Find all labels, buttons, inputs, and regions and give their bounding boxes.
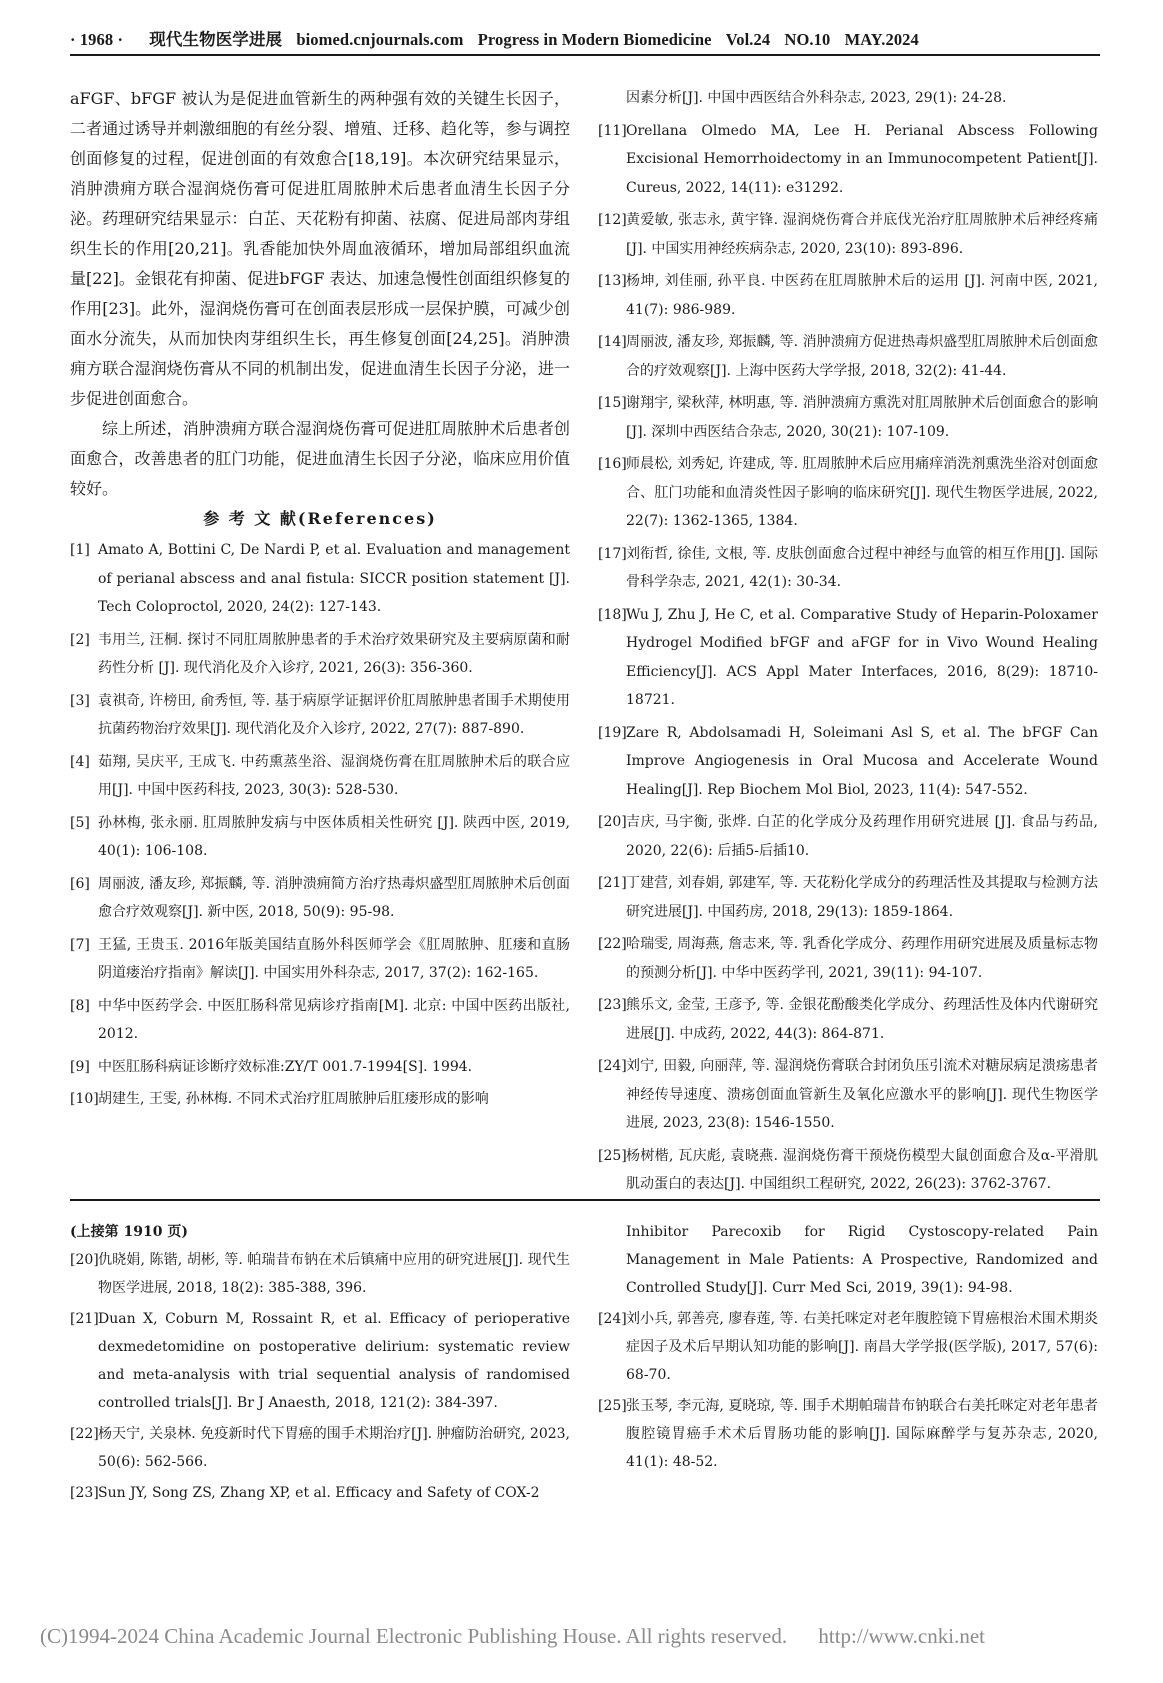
page-number: · 1968 ·: [70, 30, 124, 49]
reference-number: [25]: [598, 1147, 627, 1164]
reference-number: [4]: [70, 753, 90, 770]
reference-text: Wu J, Zhu J, He C, et al. Comparative Study of Heparin-Poloxamer Hydrogel Modified bFGF and aFGF for in Vivo Wound Healing Efficiency[J]. ACS Appl Mater Interfaces, 2016, 8(29): 18710-18721.: [626, 606, 1098, 708]
reference-text: 仇晓娟, 陈锴, 胡彬, 等. 帕瑞昔布钠在术后镇痛中应用的研究进展[J]. 现代生物医学进展, 2018, 18(2): 385-388, 396.: [98, 1252, 570, 1296]
reference-text: 中医肛肠科病证诊断疗效标准:ZY/T 001.7-1994[S]. 1994.: [98, 1058, 473, 1075]
copyright-footer: [40, 1624, 1140, 1649]
reference-text: 熊乐文, 金莹, 王彦予, 等. 金银花酚酸类化学成分、药理活性及体内代谢研究进展[J]. 中成药, 2022, 44(3): 864-871.: [626, 997, 1098, 1042]
reference-list-bottom-right: [598, 1305, 1098, 1476]
reference-text: 师晨松, 刘秀妃, 许建成, 等. 肛周脓肿术后应用痛痒消洗剂熏洗坐浴对创面愈合、肛门功能和血清炎性因子影响的临床研究[J]. 现代生物医学进展, 2022, 22(7): 1362-1365, 1384.: [626, 456, 1098, 529]
reference-item: [70, 1246, 570, 1302]
reference-text: 杨坤, 刘佳丽, 孙平良. 中医药在肛周脓肿术后的运用 [J]. 河南中医, 2021, 41(7): 986-989.: [626, 273, 1098, 318]
reference-number: [1]: [70, 542, 90, 558]
reference-text: 茹翔, 吴庆平, 王成飞. 中药熏蒸坐浴、湿润烧伤膏在肛周脓肿术后的联合应用[J]. 中国中医药科技, 2023, 30(3): 528-530.: [98, 753, 570, 798]
reference-item: [598, 117, 1098, 203]
reference-item: [598, 1392, 1098, 1476]
reference-item: [598, 1142, 1098, 1199]
reference-number: [3]: [70, 692, 90, 709]
reference-text: 孙林梅, 张永丽. 肛周脓肿发病与中医体质相关性研究 [J]. 陕西中医, 2019, 40(1): 106-108.: [98, 814, 570, 859]
reference-number: [17]: [598, 545, 627, 562]
reference-item: [70, 931, 570, 988]
cnki-link[interactable]: http://www.cnki.net: [818, 1624, 985, 1648]
reference-number: [14]: [598, 334, 627, 350]
reference-number: [21]: [598, 875, 627, 891]
reference-item: [598, 808, 1098, 865]
reference-item: [70, 536, 570, 622]
journal-date: MAY.2024: [844, 30, 919, 49]
reference-list-right: [598, 117, 1098, 1199]
journal-website: biomed.cnjournals.com: [296, 30, 464, 49]
reference-item: [598, 719, 1098, 805]
reference-number: [25]: [598, 1398, 627, 1414]
reference-item: [598, 1305, 1098, 1389]
reference-number: [19]: [598, 724, 627, 741]
reference-text: 杨天宁, 关泉林. 免疫新时代下胃癌的围手术期治疗[J]. 肿瘤防治研究, 2023, 50(6): 562-566.: [98, 1426, 570, 1470]
reference-number: [6]: [70, 875, 90, 892]
reference-item: [598, 601, 1098, 715]
reference-number: [13]: [598, 273, 627, 289]
reference-number: [23]: [598, 997, 627, 1013]
reference-text: 韦用兰, 汪桐. 探讨不同肛周脓肿患者的手术治疗效果研究及主要病原菌和耐药性分析 [J]. 现代消化及介入诊疗, 2021, 26(3): 356-360.: [98, 631, 570, 676]
reference-number: [22]: [598, 936, 627, 952]
reference-item: [70, 1305, 570, 1417]
reference-list-left: [70, 536, 570, 1114]
reference-item: [598, 1052, 1098, 1138]
conclusion-paragraph: 综上所述，消肿溃痈方联合湿润烧伤膏可促进肛周脓肿术后患者创面愈合，改善患者的肛门功能，促进血清生长因子分泌，临床应用价值较好。: [70, 419, 570, 498]
reference-number: [15]: [598, 395, 627, 411]
copyright-text: (C)1994-2024 China Academic Journal Electronic Publishing House. All rights reserved.: [40, 1624, 788, 1648]
reference-text: 黄爱敏, 张志永, 黄宇锋. 湿润烧伤膏合并底伐光治疗肛周脓肿术后神经疼痛[J]. 中国实用神经疾病杂志, 2020, 23(10): 893-896.: [626, 212, 1098, 257]
reference-item: [598, 540, 1098, 597]
reference-number: [23]: [70, 1485, 99, 1501]
reference-text: 周丽波, 潘友珍, 郑振麟, 等. 消肿溃痈方促进热毒炽盛型肛周脓肿术后创面愈合的疗效观察[J]. 上海中医药大学学报, 2018, 32(2): 41-44.: [626, 334, 1098, 379]
reference-item: [598, 389, 1098, 446]
header-rule: [70, 54, 1100, 56]
reference-item: [70, 1085, 570, 1114]
reference-text: 张玉琴, 李元海, 夏晓琼, 等. 围手术期帕瑞昔布钠联合右美托咪定对老年患者腹腔镜胃癌手术术后胃肠功能的影响[J]. 国际麻醉学与复苏杂志, 2020, 41(1): 48-52.: [626, 1398, 1098, 1470]
reference-number: [8]: [70, 997, 90, 1014]
reference-item: [70, 1053, 570, 1082]
reference-item: [70, 1420, 570, 1476]
reference-item: [598, 328, 1098, 385]
reference-text: 王猛, 王贵玉. 2016年版美国结直肠外科医师学会《肛周脓肿、肛瘘和直肠阴道瘘治疗指南》解读[J]. 中国实用外科杂志, 2017, 37(2): 162-165.: [98, 936, 570, 981]
reference-item: [70, 992, 570, 1049]
reference-item: [598, 930, 1098, 987]
reference-continuation: 因素分析[J]. 中国中西医结合外科杂志, 2023, 29(1): 24-28.: [626, 90, 1007, 106]
reference-text: Orellana Olmedo MA, Lee H. Perianal Abscess Following Excisional Hemorrhoidectomy in an Immunocompetent Patient[J]. Cureus, 2022, 14(11): e31292.: [626, 122, 1098, 196]
continued-from-label: (上接第 1910 页): [70, 1224, 188, 1240]
reference-text: 胡建生, 王雯, 孙林梅. 不同术式治疗肛周脓肿后肛瘘形成的影响: [98, 1091, 489, 1107]
journal-issue: NO.10: [784, 30, 831, 49]
reference-text: 丁建营, 刘春娟, 郭建军, 等. 天花粉化学成分的药理活性及其提取与检测方法研究进展[J]. 中国药房, 2018, 29(13): 1859-1864.: [626, 875, 1098, 920]
reference-number: [5]: [70, 814, 90, 831]
reference-item: [70, 626, 570, 683]
reference-number: [24]: [598, 1311, 627, 1327]
reference-text: 杨树楷, 瓦庆彪, 袁晓燕. 湿润烧伤膏干预烧伤模型大鼠创面愈合及α-平滑肌肌动蛋白的表达[J]. 中国组织工程研究, 2022, 26(23): 3762-3767.: [626, 1147, 1098, 1192]
reference-text: 哈瑞雯, 周海燕, 詹志来, 等. 乳香化学成分、药理作用研究进展及质量标志物的预测分析[J]. 中华中医药学刊, 2021, 39(11): 94-107.: [626, 936, 1098, 981]
references-heading: 参 考 文 献(References): [203, 509, 437, 528]
continued-references-right: [598, 1218, 1098, 1518]
reference-text: Duan X, Coburn M, Rossaint R, et al. Efficacy of perioperative dexmedetomidine on postoperative delirium: systematic review and meta-analysis with trial sequential analysis of randomised controlled trials[J]. Br J Anaesth, 2018, 121(2): 384-397.: [98, 1311, 570, 1411]
reference-number: [2]: [70, 631, 90, 648]
reference-item: [70, 1479, 570, 1507]
reference-text: Sun JY, Song ZS, Zhang XP, et al. Efficacy and Safety of COX-2: [98, 1485, 540, 1501]
reference-item: [598, 869, 1098, 926]
right-column: [598, 84, 1098, 1192]
section-divider-rule: [70, 1199, 1100, 1201]
reference-text: 中华中医药学会. 中医肛肠科常见病诊疗指南[M]. 北京: 中国中医药出版社, 2012.: [98, 997, 570, 1042]
reference-text: 刘宁, 田毅, 向丽萍, 等. 湿润烧伤膏联合封闭负压引流术对糖尿病足溃疡患者神经传导速度、溃疡创面血管新生及氧化应激水平的影响[J]. 现代生物医学进展, 2023, 23(8): 1546-1550.: [626, 1058, 1098, 1131]
journal-name-en: Progress in Modern Biomedicine: [477, 30, 712, 49]
reference-number: [20]: [598, 814, 627, 830]
reference-number: [7]: [70, 936, 90, 953]
reference-number: [21]: [70, 1311, 99, 1327]
reference-text: 刘小兵, 郭善亮, 廖春莲, 等. 右美托咪定对老年腹腔镜下胃癌根治术围术期炎症因子及术后早期认知功能的影响[J]. 南昌大学学报(医学版), 2017, 57(6): 68-70.: [626, 1311, 1098, 1383]
reference-text: 谢翔宇, 梁秋萍, 林明惠, 等. 消肿溃痈方熏洗对肛周脓肿术后创面愈合的影响[J]. 深圳中西医结合杂志, 2020, 30(21): 107-109.: [626, 395, 1098, 440]
reference-number: [10]: [70, 1091, 99, 1107]
journal-volume: Vol.24: [725, 30, 771, 49]
continued-references-left: [70, 1218, 570, 1518]
reference-text: 吉庆, 马宇衡, 张烨. 白芷的化学成分及药理作用研究进展 [J]. 食品与药品, 2020, 22(6): 后插5-后插10.: [626, 814, 1098, 859]
reference-item: [598, 206, 1098, 263]
reference-number: [16]: [598, 456, 627, 472]
running-header: [70, 26, 1100, 54]
reference-text: 刘衔哲, 徐佳, 文根, 等. 皮肤创面愈合过程中神经与血管的相互作用[J]. 国际骨科学杂志, 2021, 42(1): 30-34.: [626, 545, 1098, 590]
reference-number: [9]: [70, 1058, 90, 1075]
journal-name-cn: 现代生物医学进展: [149, 30, 283, 49]
reference-text: 周丽波, 潘友珍, 郑振麟, 等. 消肿溃痈简方治疗热毒炽盛型肛周脓肿术后创面愈合疗效观察[J]. 新中医, 2018, 50(9): 95-98.: [98, 875, 570, 920]
reference-continuation: Inhibitor Parecoxib for Rigid Cystoscopy-related Pain Management in Male Patients: A Prospective, Randomized and Controlled Study[J]. Curr Med Sci, 2019, 39(1): 94-98.: [626, 1224, 1098, 1296]
reference-text: Amato A, Bottini C, De Nardi P, et al. Evaluation and management of perianal abscess and anal fistula: SICCR position statement [J]. Tech Coloproctol, 2020, 24(2): 127-143.: [98, 542, 570, 615]
reference-item: [70, 809, 570, 866]
reference-list-bottom-left: [70, 1246, 570, 1507]
reference-number: [12]: [598, 212, 627, 228]
reference-text: Zare R, Abdolsamadi H, Soleimani Asl S, et al. The bFGF Can Improve Angiogenesis in Oral Mucosa and Accelerate Wound Healing[J]. Rep Biochem Mol Biol, 2023, 11(4): 547-552.: [626, 724, 1098, 798]
reference-number: [24]: [598, 1058, 627, 1074]
reference-item: [70, 870, 570, 927]
reference-number: [11]: [598, 122, 627, 139]
reference-item: [598, 267, 1098, 324]
discussion-paragraph: aFGF、bFGF 被认为是促进血管新生的两种强有效的关键生长因子，二者通过诱导并刺激细胞的有丝分裂、增殖、迁移、趋化等，参与调控创面修复的过程，促进创面的有效愈合[18,19]。本次研究结果显示，消肿溃痈方联合湿润烧伤膏可促进肛周脓肿术后患者血清生长因子分泌。药理研究结果显示：白芷、天花粉有抑菌、祛腐、促进局部肉芽组织生长的作用[20,21]。乳香能加快外周血液循环，增加局部组织血流量[22]。金银花有抑菌、促进bFGF 表达、加速急慢性创面组织修复的作用[23]。此外，湿润烧伤膏可在创面表层形成一层保护膜，可减少创面水分流失，从而加快肉芽组织生长，再生修复创面[24,25]。消肿溃痈方联合湿润烧伤膏从不同的机制出发，促进血清生长因子分泌，进一步促进创面愈合。: [70, 89, 570, 408]
left-column: [70, 84, 570, 1179]
reference-number: [22]: [70, 1426, 99, 1442]
reference-item: [70, 748, 570, 805]
reference-item: [598, 450, 1098, 536]
reference-item: [70, 687, 570, 744]
reference-number: [18]: [598, 606, 627, 623]
reference-number: [20]: [70, 1252, 99, 1268]
reference-item: [598, 991, 1098, 1048]
reference-text: 袁祺奇, 许榜田, 俞秀恒, 等. 基于病原学证据评价肛周脓肿患者围手术期使用抗菌药物治疗效果[J]. 现代消化及介入诊疗, 2022, 27(7): 887-890.: [98, 692, 570, 737]
